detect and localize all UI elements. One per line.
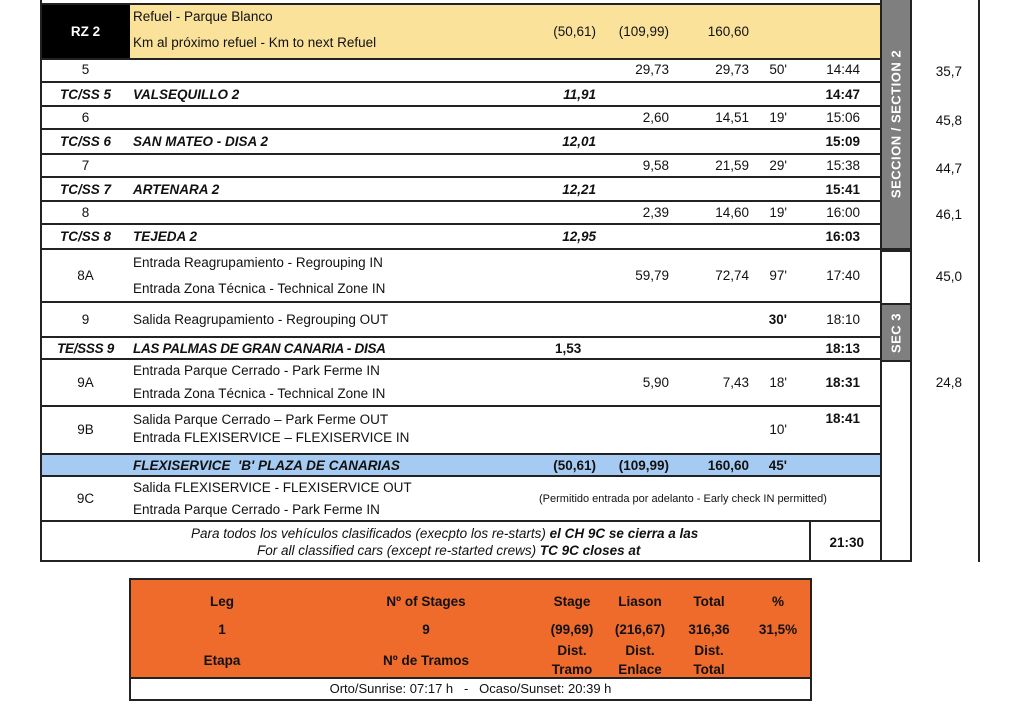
average-speed: 24,8	[935, 375, 962, 390]
stage-name: SAN MATEO - DISA 2	[133, 134, 269, 149]
liaison-km: 2,39	[642, 205, 669, 220]
location-text: Entrada FLEXISERVICE – FLEXISERVICE IN	[133, 430, 410, 445]
summary-total-km: 316,36	[688, 622, 730, 637]
time-of-day: 16:03	[825, 229, 860, 244]
average-speed: 46,1	[935, 207, 962, 222]
section-3-label: SEC 3	[888, 312, 904, 353]
target-time: 50'	[769, 62, 787, 77]
itinerary-row	[41, 407, 880, 455]
itinerary-row-stage	[41, 225, 880, 250]
time-of-day: 18:13	[825, 341, 860, 356]
time-of-day: 15:41	[825, 182, 860, 197]
closing-line-1	[191, 525, 698, 543]
itinerary-row	[41, 107, 880, 130]
control-code: 6	[81, 110, 90, 125]
target-time: 19'	[769, 205, 787, 220]
summary-stages: 9	[422, 622, 430, 637]
summary-label: Enlace	[618, 662, 662, 677]
itinerary-row-stage	[41, 130, 880, 155]
time-of-day: 15:38	[826, 158, 860, 173]
section-blank-cell	[880, 360, 912, 562]
control-code: 9A	[77, 375, 94, 390]
summary-header-stage: Stage	[553, 594, 591, 609]
control-code: RZ 2	[70, 24, 101, 39]
liaison-km: 9,58	[642, 158, 669, 173]
average-speed: 35,7	[935, 64, 962, 79]
control-code: TC/SS 5	[59, 87, 111, 102]
itinerary-row	[41, 477, 880, 522]
total-km: 14,60	[715, 205, 749, 220]
stage-km: 1,53	[555, 341, 582, 356]
total-km: 14,51	[715, 110, 749, 125]
summary-label: Dist.	[557, 643, 587, 658]
summary-label-tramos: Nº de Tramos	[383, 653, 469, 668]
summary-label: Tramo	[551, 662, 593, 677]
control-code: TC/SS 8	[59, 229, 111, 244]
summary-label: Dist.	[694, 643, 724, 658]
closing-line-1-text: Para todos los vehículos clasificados (execpto los re-starts)	[191, 526, 550, 541]
target-time: 29'	[769, 158, 787, 173]
time-of-day: 15:09	[825, 134, 860, 149]
summary-header-total: Total	[693, 594, 725, 609]
time-of-day: 17:40	[826, 268, 860, 283]
target-time: 18'	[769, 375, 787, 390]
itinerary-row-stage	[41, 83, 880, 107]
average-speed: 45,8	[935, 113, 962, 128]
target-time: 30'	[768, 312, 787, 327]
section-2-label: SECCION / SECTION 2	[888, 49, 904, 199]
stage-km: (50,61)	[553, 24, 596, 39]
section-blank-cell	[880, 250, 912, 305]
total-km: 29,73	[715, 62, 749, 77]
target-time: 19'	[769, 110, 787, 125]
location-text: Entrada Parque Cerrado - Park Ferme IN	[133, 502, 380, 517]
total-km: 160,60	[707, 24, 749, 39]
control-code: 8	[81, 205, 90, 220]
time-of-day: 15:06	[826, 110, 860, 125]
time-of-day: 14:47	[825, 87, 860, 102]
time-of-day: 18:10	[826, 312, 860, 327]
itinerary-row	[41, 202, 880, 225]
itinerary-row	[41, 58, 880, 83]
closing-line-2-text: For all classified cars (except re-started crews)	[257, 543, 540, 558]
itinerary-row-rz2	[41, 3, 880, 60]
table-left-border	[40, 0, 42, 562]
location-text: Salida FLEXISERVICE - FLEXISERVICE OUT	[133, 480, 412, 495]
time-of-day: 18:41	[825, 411, 860, 426]
summary-header-liason: Liason	[618, 594, 662, 609]
itinerary-row-stage	[41, 178, 880, 202]
stage-km: (50,61)	[553, 458, 596, 473]
summary-stage-km: (99,69)	[550, 622, 594, 637]
target-time: 10'	[769, 422, 787, 437]
location-text: Salida Reagrupamiento - Regrouping OUT	[133, 312, 389, 327]
itinerary-row	[41, 303, 880, 338]
summary-liason-km: (216,67)	[614, 622, 666, 637]
control-code: TC/SS 7	[59, 182, 111, 197]
total-km: 7,43	[722, 375, 749, 390]
section-2-band	[880, 0, 912, 250]
leg-summary	[129, 578, 812, 701]
time-of-day: 16:00	[826, 205, 860, 220]
summary-header-leg: Leg	[209, 594, 235, 609]
stage-name: LAS PALMAS DE GRAN CANARIA - DISA	[133, 341, 386, 356]
liaison-km: (109,99)	[618, 24, 669, 39]
closing-divider	[809, 522, 811, 562]
stage-km: 12,01	[562, 134, 596, 149]
itinerary-row	[41, 155, 880, 178]
control-code: 9B	[77, 422, 94, 437]
stage-name: VALSEQUILLO 2	[133, 87, 240, 102]
liaison-km: 5,90	[642, 375, 669, 390]
summary-label: Total	[693, 662, 725, 677]
stage-km: 12,95	[562, 229, 596, 244]
stage-km: 11,91	[563, 87, 596, 102]
summary-leg: 1	[218, 622, 226, 637]
location-text: Refuel - Parque Blanco	[133, 9, 273, 24]
stage-km: 12,21	[562, 182, 596, 197]
time-of-day: 18:31	[825, 375, 860, 390]
itinerary-row-flexiservice	[41, 455, 880, 477]
itinerary-row	[41, 360, 880, 407]
summary-header-stages: Nº of Stages	[386, 594, 466, 609]
closing-line-1-bold: el CH 9C se cierra a las	[549, 526, 699, 541]
control-code: 7	[81, 158, 90, 173]
liaison-km: 2,60	[642, 110, 669, 125]
table-right-border	[978, 0, 980, 562]
control-code: TC/SS 6	[59, 134, 111, 149]
average-speed: 45,0	[935, 269, 962, 284]
liaison-km: 29,73	[635, 62, 669, 77]
liaison-km: 59,79	[635, 268, 669, 283]
total-km: 21,59	[715, 158, 749, 173]
control-code: 5	[81, 62, 90, 77]
closing-line-2	[257, 542, 640, 560]
control-code: 9C	[76, 491, 95, 506]
itinerary-row-super-stage	[41, 338, 880, 360]
location-text: Entrada Parque Cerrado - Park Ferme IN	[133, 363, 380, 378]
total-km: 72,74	[715, 268, 749, 283]
stage-name: TEJEDA 2	[133, 229, 198, 244]
location-text: Entrada Reagrupamiento - Regrouping IN	[133, 255, 383, 270]
control-code: 9	[81, 312, 90, 327]
target-time: 97'	[769, 268, 787, 283]
note-text: (Permitido entrada por adelanto - Early check IN permitted)	[539, 493, 827, 505]
location-text: Km al próximo refuel - Km to next Refuel	[133, 35, 377, 50]
control-code: TE/SSS 9	[57, 341, 114, 356]
liaison-km: (109,99)	[618, 458, 669, 473]
time-of-day: 14:44	[826, 62, 860, 77]
sunrise-sunset: Orto/Sunrise: 07:17 h - Ocaso/Sunset: 20:39 h	[131, 677, 810, 699]
location-text: Salida Parque Cerrado – Park Ferme OUT	[133, 412, 389, 427]
stage-name: ARTENARA 2	[133, 182, 220, 197]
summary-pct: 31,5%	[758, 622, 798, 637]
summary-label: Dist.	[625, 643, 655, 658]
section-3-band	[880, 303, 912, 362]
summary-label-etapa: Etapa	[203, 653, 241, 668]
flexiservice-name: FLEXISERVICE 'B' PLAZA DE CANARIAS	[133, 458, 400, 473]
closing-time: 21:30	[829, 535, 864, 550]
average-speed: 44,7	[935, 161, 962, 176]
location-text: Entrada Zona Técnica - Technical Zone IN	[133, 281, 386, 296]
control-code: 8A	[77, 268, 94, 283]
summary-header-pct: %	[771, 594, 785, 609]
closing-line-2-bold: TC 9C closes at	[539, 543, 641, 558]
target-time: 45'	[768, 458, 787, 473]
location-text: Entrada Zona Técnica - Technical Zone IN	[133, 386, 386, 401]
closing-row	[41, 520, 880, 562]
total-km: 160,60	[707, 458, 749, 473]
itinerary-row	[41, 250, 880, 303]
